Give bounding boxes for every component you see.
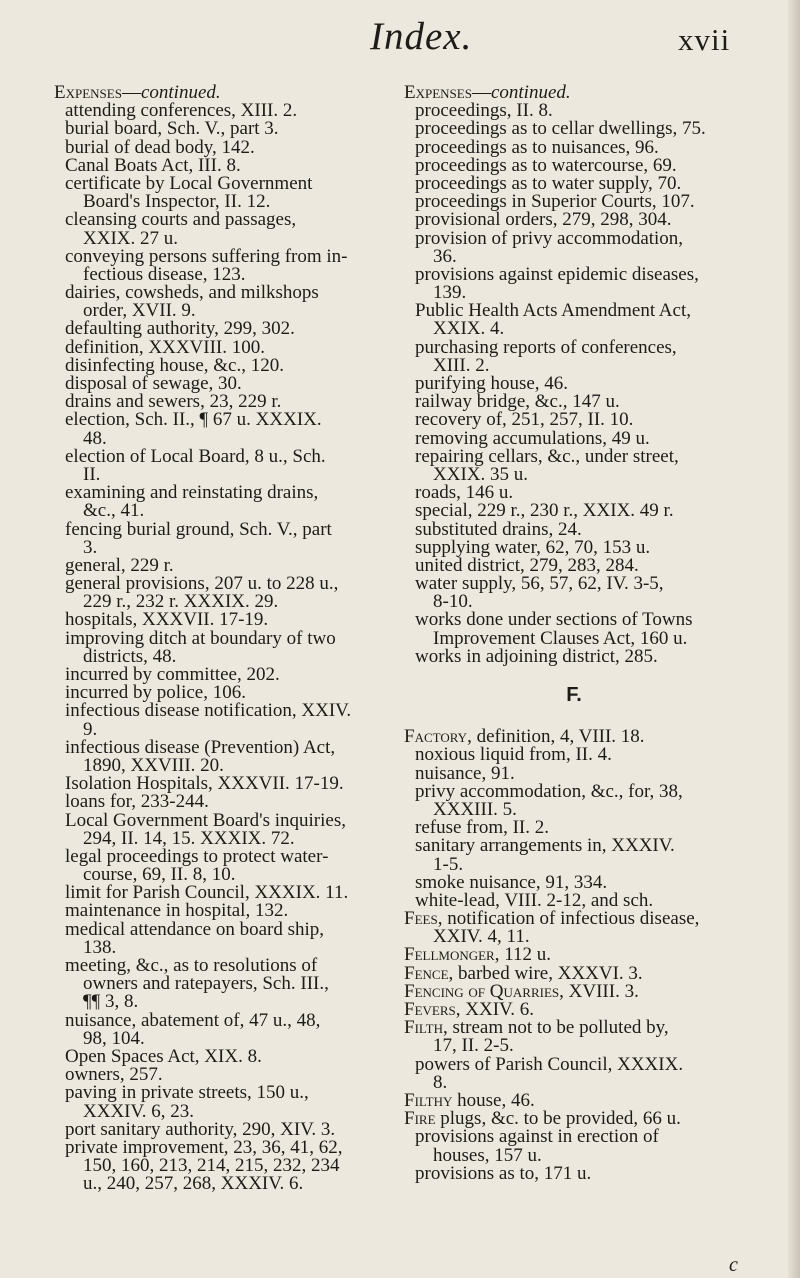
- index-column-left: [54, 84, 380, 1193]
- running-title: Index.: [370, 15, 473, 58]
- index-heading: Fellmonger, 112 u.: [404, 944, 552, 966]
- page-number: xvii: [678, 22, 731, 57]
- index-entry: fectious disease, 123.: [83, 263, 246, 285]
- index-entry: noxious liquid from, II. 4.: [415, 744, 612, 766]
- index-entry: districts, 48.: [83, 645, 177, 667]
- index-entry: privy accommodation, &c., for, 38,: [415, 780, 683, 802]
- index-entry: Local Government Board's inquiries,: [65, 809, 346, 831]
- page-edge-shadow: [788, 0, 800, 1278]
- index-entry: meeting, &c., as to resolutions of: [65, 955, 318, 976]
- index-entry: 138.: [83, 936, 117, 958]
- index-entry: Public Health Acts Amendment Act,: [415, 300, 691, 322]
- index-entry: works in adjoining district, 285.: [415, 645, 658, 667]
- index-entry: 139.: [433, 282, 467, 304]
- index-entry: u., 240, 257, 268, XXXIV. 6.: [83, 1173, 304, 1195]
- index-entry: order, XVII. 9.: [83, 300, 196, 322]
- index-entry: 98, 104.: [83, 1027, 145, 1049]
- index-entry: Open Spaces Act, XIX. 8.: [65, 1045, 262, 1067]
- index-entry: 150, 160, 213, 214, 215, 232, 234: [83, 1155, 340, 1177]
- index-entry: 36.: [433, 245, 457, 267]
- index-entry: provisions against in erection of: [415, 1126, 659, 1148]
- index-entry: white-lead, VIII. 2-12, and sch.: [415, 889, 654, 911]
- index-entry: ¶¶ 3, 8.: [83, 991, 139, 1013]
- index-entry: 8.: [433, 1071, 448, 1093]
- index-entry: 1890, XXVIII. 20.: [83, 754, 224, 776]
- index-entry: refuse from, II. 2.: [415, 817, 550, 839]
- section-letter: F.: [566, 684, 582, 706]
- index-entry: incurred by police, 106.: [65, 682, 246, 704]
- index-entry: roads, 146 u.: [415, 482, 514, 504]
- index-entry: &c., 41.: [83, 500, 145, 522]
- index-entry: XXIV. 4, 11.: [433, 926, 530, 948]
- index-heading: Expenses—continued.: [54, 82, 221, 103]
- index-entry: provisions as to, 171 u.: [415, 1162, 592, 1184]
- running-head: [0, 14, 800, 74]
- index-entry: 48.: [83, 427, 107, 449]
- index-entry: legal proceedings to protect water-: [65, 845, 329, 867]
- index-entry: proceedings, II. 8.: [415, 100, 553, 122]
- index-entry: fencing burial ground, Sch. V., part: [65, 518, 332, 540]
- index-entry: Board's Inspector, II. 12.: [83, 191, 271, 213]
- index-entry: repairing cellars, &c., under street,: [415, 445, 679, 467]
- index-heading: Filth, stream not to be polluted by,: [404, 1017, 669, 1039]
- index-entry: defaulting authority, 299, 302.: [65, 318, 295, 340]
- index-entry: loans for, 233-244.: [65, 791, 209, 813]
- index-heading: Factory, definition, 4, VIII. 18.: [404, 726, 645, 748]
- index-entry: sanitary arrangements in, XXXIV.: [415, 835, 675, 857]
- index-heading: Fencing of Quarries, XVIII. 3.: [404, 980, 639, 1002]
- index-entry: 229 r., 232 r. XXXIX. 29.: [83, 591, 279, 613]
- index-entry: Isolation Hospitals, XXXVII. 17-19.: [65, 773, 344, 795]
- index-entry: provisions against epidemic diseases,: [415, 263, 699, 285]
- index-entry: 3.: [83, 536, 98, 558]
- index-entry: powers of Parish Council, XXXIX.: [415, 1053, 684, 1075]
- index-entry: smoke nuisance, 91, 334.: [415, 871, 608, 893]
- index-entry: infectious disease notification, XXIV.: [65, 700, 352, 722]
- index-entry: certificate by Local Government: [65, 172, 313, 194]
- index-entry: 17, II. 2-5.: [433, 1035, 514, 1057]
- index-entry: provisional orders, 279, 298, 304.: [415, 209, 672, 231]
- index-entry: XXIX. 27 u.: [83, 227, 178, 249]
- index-entry: infectious disease (Prevention) Act,: [65, 736, 336, 758]
- index-entry: course, 69, II. 8, 10.: [83, 864, 236, 886]
- index-entry: XXXIV. 6, 23.: [83, 1100, 195, 1122]
- index-heading: Fevers, XXIV. 6.: [404, 999, 535, 1020]
- index-column-right: [404, 84, 754, 1183]
- index-entry: owners and ratepayers, Sch. III.,: [83, 973, 329, 995]
- index-entry: Improvement Clauses Act, 160 u.: [433, 627, 688, 649]
- index-entry: purchasing reports of conferences,: [415, 336, 677, 358]
- index-entry: burial of dead body, 142.: [65, 136, 255, 158]
- index-entry: limit for Parish Council, XXXIX. 11.: [65, 882, 349, 904]
- index-entry: port sanitary authority, 290, XIV. 3.: [65, 1118, 336, 1140]
- index-entry: election, Sch. II., ¶ 67 u. XXXIX.: [65, 409, 322, 431]
- index-entry: burial board, Sch. V., part 3.: [65, 118, 279, 140]
- index-entry: nuisance, 91.: [415, 762, 515, 784]
- index-entry: incurred by committee, 202.: [65, 664, 280, 685]
- index-entry: water supply, 56, 57, 62, IV. 3-5,: [415, 573, 664, 595]
- index-heading: Filthy house, 46.: [404, 1089, 535, 1111]
- index-entry: purifying house, 46.: [415, 373, 569, 394]
- index-entry: supplying water, 62, 70, 153 u.: [415, 536, 651, 558]
- index-entry: proceedings as to watercourse, 69.: [415, 154, 677, 176]
- index-entry: maintenance in hospital, 132.: [65, 900, 289, 922]
- index-entry: II.: [83, 463, 101, 485]
- index-entry: nuisance, abatement of, 47 u., 48,: [65, 1009, 321, 1031]
- index-entry: general, 229 r.: [65, 554, 174, 576]
- index-entry: cleansing courts and passages,: [65, 209, 297, 231]
- index-entry: 8-10.: [433, 591, 473, 613]
- index-entry: special, 229 r., 230 r., XXIX. 49 r.: [415, 500, 674, 522]
- index-entry: owners, 257.: [65, 1064, 163, 1086]
- index-heading: Fire plugs, &c. to be provided, 66 u.: [404, 1108, 681, 1130]
- index-entry: election of Local Board, 8 u., Sch.: [65, 445, 326, 467]
- index-entry: substituted drains, 24.: [415, 518, 582, 540]
- index-entry: dairies, cowsheds, and milkshops: [65, 282, 319, 304]
- index-entry: XXXIII. 5.: [433, 798, 517, 820]
- index-entry: hospitals, XXXVII. 17-19.: [65, 609, 269, 631]
- index-entry: XXIX. 4.: [433, 318, 505, 340]
- index-entry: Canal Boats Act, III. 8.: [65, 154, 241, 176]
- index-entry: united district, 279, 283, 284.: [415, 554, 639, 576]
- index-entry: removing accumulations, 49 u.: [415, 427, 650, 449]
- index-entry: improving ditch at boundary of two: [65, 627, 336, 649]
- index-entry: general provisions, 207 u. to 228 u.,: [65, 573, 339, 595]
- index-entry: railway bridge, &c., 147 u.: [415, 391, 620, 413]
- index-entry: examining and reinstating drains,: [65, 482, 319, 504]
- index-entry: drains and sewers, 23, 229 r.: [65, 391, 282, 413]
- signature-mark: c: [729, 1254, 738, 1276]
- index-entry: attending conferences, XIII. 2.: [65, 100, 298, 122]
- index-entry: XXIX. 35 u.: [433, 463, 528, 485]
- index-entry: private improvement, 23, 36, 41, 62,: [65, 1136, 343, 1158]
- index-entry: paving in private streets, 150 u.,: [65, 1082, 309, 1104]
- index-entry: proceedings in Superior Courts, 107.: [415, 191, 695, 213]
- index-entry: 294, II. 14, 15. XXXIX. 72.: [83, 827, 295, 849]
- index-entry: definition, XXXVIII. 100.: [65, 336, 265, 358]
- index-entry: 1-5.: [433, 853, 464, 875]
- index-entry: houses, 157 u.: [433, 1144, 542, 1166]
- index-entry: proceedings as to water supply, 70.: [415, 172, 682, 194]
- index-entry: disinfecting house, &c., 120.: [65, 354, 284, 376]
- index-entry: conveying persons suffering from in-: [65, 245, 348, 267]
- index-entry: proceedings as to nuisances, 96.: [415, 136, 659, 158]
- index-entry: recovery of, 251, 257, II. 10.: [415, 409, 634, 431]
- index-entry: 9.: [83, 718, 98, 740]
- index-entry: works done under sections of Towns: [415, 609, 693, 631]
- index-entry: proceedings as to cellar dwellings, 75.: [415, 118, 706, 140]
- index-entry: disposal of sewage, 30.: [65, 373, 242, 394]
- index-entry: medical attendance on board ship,: [65, 918, 325, 940]
- index-heading: Fees, notification of infectious disease,: [404, 908, 700, 930]
- index-heading: Expenses—continued.: [404, 82, 571, 103]
- index-entry: provision of privy accommodation,: [415, 227, 684, 249]
- index-entry: XIII. 2.: [433, 354, 490, 376]
- index-heading: Fence, barbed wire, XXXVI. 3.: [404, 962, 643, 984]
